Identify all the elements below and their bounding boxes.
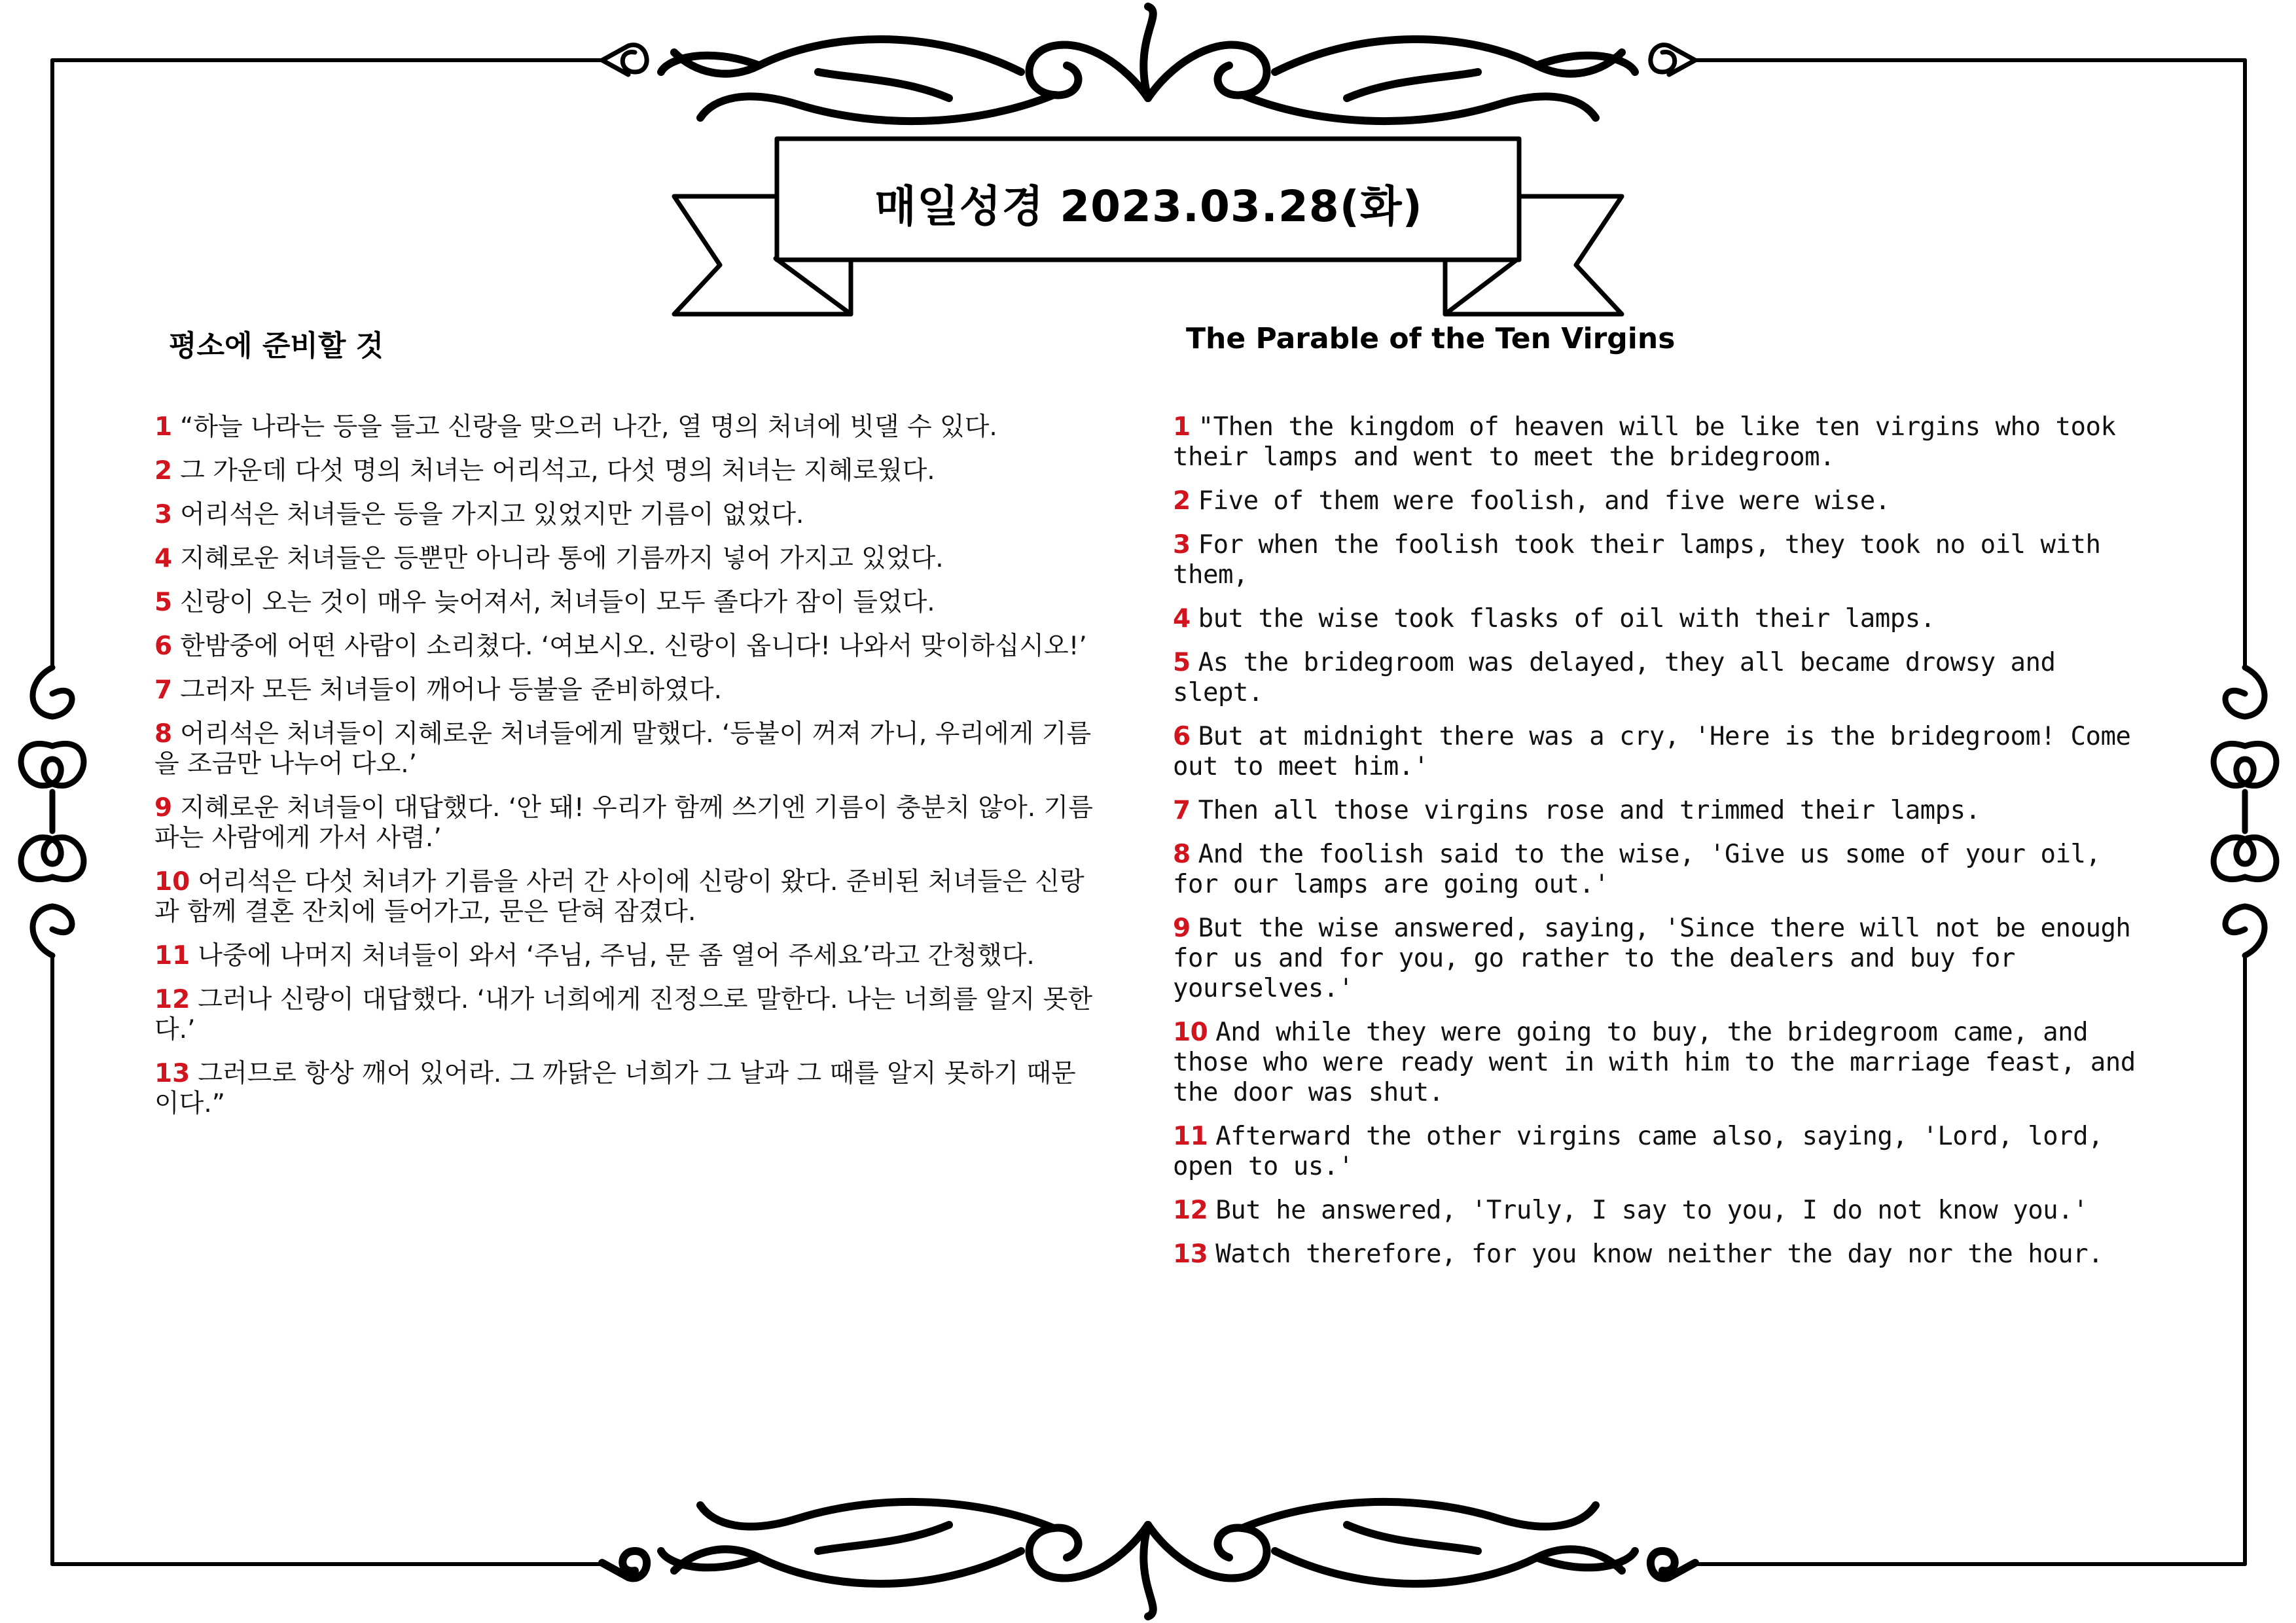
english-verse [1173,1240,2148,1270]
verse-number: 13 [1173,1240,1208,1269]
korean-section-heading: 평소에 준비할 것 [169,329,384,363]
english-verse [1173,604,2148,634]
verse-text: 지혜로운 처녀들이 대답했다. ‘안 돼! 우리가 함께 쓰기엔 기름이 충분치 않아. 기름 파는 사람에게 가서 사렴.’ [154,793,1093,853]
verse-text: 그러나 신랑이 대답했다. ‘내가 너희에게 진정으로 말한다. 나는 너희를 알지 못한다.’ [154,985,1093,1044]
verse-number: 7 [154,675,173,705]
verse-text: 그 가운데 다섯 명의 처녀는 어리석고, 다섯 명의 처녀는 지혜로웠다. [180,456,935,486]
verse-text: but the wise took flasks of oil with their lamps. [1198,604,1935,633]
korean-verse [154,719,1097,779]
bottom-scroll-ornament [602,1502,1695,1616]
korean-verse [154,632,1097,662]
verse-text: "Then the kingdom of heaven will be like ten virgins who took their lamps and went to meet the bridegroom. [1173,412,2116,472]
korean-verse [154,544,1097,574]
english-verse [1173,914,2148,1004]
verse-text: And while they were going to buy, the bridegroom came, and those who were ready went in with him to the marriage feast, and the door was shut. [1173,1018,2136,1107]
verse-text: 나중에 나머지 처녀들이 와서 ‘주님, 주님, 문 좀 열어 주세요’라고 간청했다. [198,941,1035,971]
verse-text: For when the foolish took their lamps, they took no oil with them, [1173,530,2101,590]
verse-number: 13 [154,1059,190,1088]
english-verse [1173,412,2148,473]
english-verse [1173,530,2148,590]
verse-number: 9 [154,793,173,823]
verse-text: But the wise answered, saying, 'Since there will not be enough for us and for you, go rather to the dealers and buy for yourselves.' [1173,914,2131,1003]
top-right-knot-icon [1651,45,1695,75]
verse-text: 어리석은 처녀들이 지혜로운 처녀들에게 말했다. ‘등불이 꺼져 가니, 우리에게 기름을 조금만 나누어 다오.’ [154,719,1092,779]
verse-text: Afterward the other virgins came also, saying, 'Lord, lord, open to us.' [1173,1122,2104,1181]
korean-verse [154,793,1097,853]
english-section-heading: The Parable of the Ten Virgins [1186,322,1676,355]
verse-number: 9 [1173,914,1191,943]
verse-number: 1 [1173,412,1191,442]
english-verse [1173,1196,2148,1226]
verse-text: 지혜로운 처녀들은 등뿐만 아니라 통에 기름까지 넣어 가지고 있었다. [180,544,944,573]
verse-number: 7 [1173,796,1191,825]
verse-text: 그러므로 항상 깨어 있어라. 그 까닭은 너희가 그 날과 그 때를 알지 못하기 때문이다.” [154,1059,1076,1118]
korean-verse [154,675,1097,705]
verse-number: 4 [154,544,173,573]
korean-verse [154,1059,1097,1119]
verse-number: 11 [154,941,190,971]
verse-number: 12 [154,985,190,1014]
korean-verse [154,456,1097,486]
verse-number: 1 [154,412,173,442]
verse-number: 10 [154,867,190,897]
verse-number: 11 [1173,1122,1208,1151]
verse-text: Five of them were foolish, and five were wise. [1198,486,1890,516]
english-verse [1173,1122,2148,1182]
verse-text: 어리석은 처녀들은 등을 가지고 있었지만 기름이 없었다. [180,500,804,529]
verse-text: But he answered, 'Truly, I say to you, I do not know you.' [1215,1196,2089,1225]
verse-text: 신랑이 오는 것이 매우 늦어져서, 처녀들이 모두 졸다가 잠이 들었다. [180,588,935,617]
verse-text: And the foolish said to the wise, 'Give us some of your oil, for our lamps are going out.' [1173,840,2101,899]
verse-text: 어리석은 다섯 처녀가 기름을 사러 간 사이에 신랑이 왔다. 준비된 처녀들은 신랑과 함께 결혼 잔치에 들어가고, 문은 닫혀 잠겼다. [154,867,1085,927]
korean-verse [154,985,1097,1045]
korean-verse [154,941,1097,971]
english-verse [1173,1018,2148,1108]
left-side-ornament [21,668,84,955]
verse-number: 6 [1173,722,1191,751]
verse-number: 3 [154,500,173,529]
english-verse [1173,722,2148,782]
korean-verse [154,500,1097,530]
english-verse-list [1173,412,2148,1283]
verse-text: “하늘 나라는 등을 들고 신랑을 맞으러 나간, 열 명의 처녀에 빗댈 수 있다. [180,412,997,442]
english-verse [1173,486,2148,516]
verse-text: 한밤중에 어떤 사람이 소리쳤다. ‘여보시오. 신랑이 옵니다! 나와서 맞이하십시오!’ [180,632,1087,661]
verse-number: 12 [1173,1196,1208,1225]
english-verse [1173,840,2148,900]
korean-verse [154,867,1097,927]
top-scroll-ornament [661,7,1635,121]
verse-text: But at midnight there was a cry, 'Here is the bridegroom! Come out to meet him.' [1173,722,2131,781]
verse-number: 2 [154,456,173,486]
verse-number: 3 [1173,530,1191,560]
verse-number: 5 [1173,648,1191,677]
verse-number: 6 [154,632,173,661]
verse-number: 2 [1173,486,1191,516]
page-title: 매일성경 2023.03.28(화) [874,181,1423,232]
verse-text: Watch therefore, for you know neither the day nor the hour. [1215,1240,2104,1269]
verse-number: 5 [154,588,173,617]
verse-number: 10 [1173,1018,1208,1047]
korean-verse [154,588,1097,618]
verse-text: As the bridegroom was delayed, they all became drowsy and slept. [1173,648,2056,707]
verse-text: Then all those virgins rose and trimmed their lamps. [1198,796,1981,825]
english-verse [1173,648,2148,708]
verse-text: 그러자 모든 처녀들이 깨어나 등불을 준비하였다. [180,675,723,705]
english-verse [1173,796,2148,826]
korean-verse-list [154,412,1097,1133]
right-side-ornament [2214,668,2276,955]
verse-number: 8 [1173,840,1191,869]
korean-verse [154,412,1097,442]
top-left-knot-icon [602,45,647,75]
verse-number: 4 [1173,604,1191,633]
verse-number: 8 [154,719,173,749]
